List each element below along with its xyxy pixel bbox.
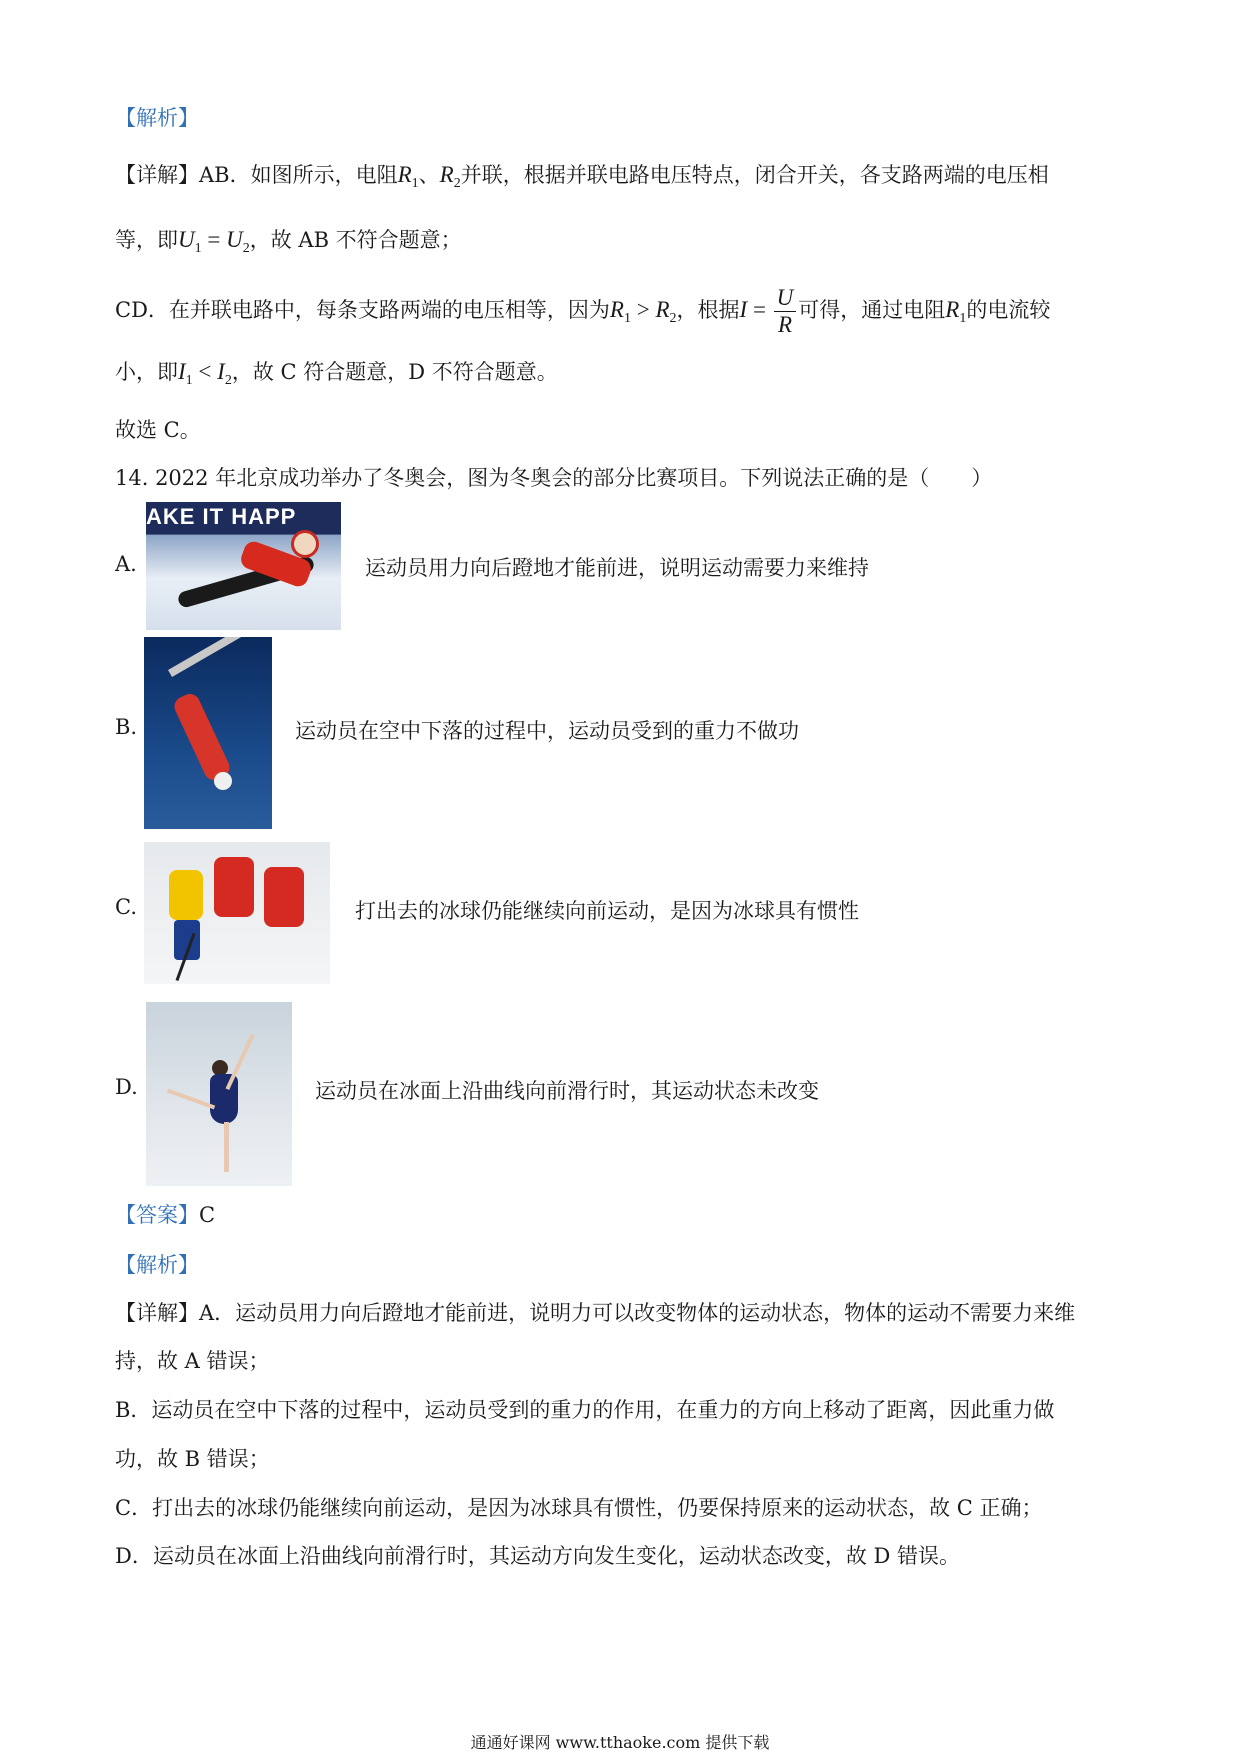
analysis-heading: 【解析】 bbox=[115, 106, 199, 130]
option-c-label: C. bbox=[115, 895, 137, 919]
option-d-label: D. bbox=[115, 1075, 138, 1099]
photo-banner-text: AKE IT HAPP bbox=[146, 504, 297, 529]
math-i1-lt-i2: $I_1 < I_2$ bbox=[178, 359, 232, 388]
detail2-line-2: 持，故 A 错误； bbox=[115, 1349, 270, 1373]
answer-value: C bbox=[199, 1203, 216, 1227]
option-b-label: B. bbox=[115, 715, 138, 739]
choice-conclusion: 故选 C。 bbox=[115, 418, 201, 442]
math-r1: $R_1$ bbox=[397, 162, 419, 191]
math-r1-b: $R_1$ bbox=[945, 296, 967, 326]
detail2-line-3: B．运动员在空中下落的过程中，运动员受到的重力的作用，在重力的方向上移动了距离，因此重力做 bbox=[115, 1398, 1055, 1422]
detail-line-3: CD．在并联电路中，每条支路两端的电压相等，因为$R_1 > R_2$，根据I = $\frac{U}{R}$ 可得，通过电阻$R_1$的电流较 bbox=[115, 285, 1051, 337]
page-footer: 通通好课网 www.tthaoke.com 提供下载 bbox=[470, 1733, 770, 1752]
detail2-line-1: 【详解】A．运动员用力向后蹬地才能前进，说明力可以改变物体的运动状态，物体的运动不需要力来维 bbox=[115, 1301, 1076, 1325]
detail-line-2: 等，即$U_1 = U_2$，故 AB 不符合题意； bbox=[115, 227, 462, 256]
math-u1-eq-u2: $U_1 = U_2$ bbox=[178, 227, 250, 256]
detail-line-1: 【详解】AB．如图所示，电阻$R_1$、$R_2$并联，根据并联电路电压特点，闭合开关，各支路两端的电压相 bbox=[115, 162, 1049, 191]
question-stem: 14. 2022 年北京成功举办了冬奥会，图为冬奥会的部分比赛项目。下列说法正确的是（ ） bbox=[115, 466, 993, 490]
aerial-skiing-photo bbox=[144, 637, 272, 829]
detail2-line-6: D．运动员在冰面上沿曲线向前滑行时，其运动方向发生变化，运动状态改变，故 D 错误。 bbox=[115, 1544, 961, 1568]
option-b-text: 运动员在空中下落的过程中，运动员受到的重力不做功 bbox=[295, 719, 799, 743]
math-ohms-law: I = $\frac{U}{R}$ bbox=[740, 297, 799, 322]
math-r1-gt-r2: $R_1 > R_2$ bbox=[609, 296, 677, 326]
answer-tag: 【答案】 bbox=[115, 1203, 199, 1227]
math-r2: $R_2$ bbox=[439, 162, 461, 191]
speed-skating-photo bbox=[146, 502, 341, 630]
option-c-text: 打出去的冰球仍能继续向前运动，是因为冰球具有惯性 bbox=[355, 899, 859, 923]
option-a-text: 运动员用力向后蹬地才能前进，说明运动需要力来维持 bbox=[365, 556, 869, 580]
detail-tag: 【详解】 bbox=[115, 163, 199, 187]
figure-skating-photo bbox=[146, 1002, 292, 1186]
option-a-label: A. bbox=[115, 552, 137, 576]
analysis-heading-2: 【解析】 bbox=[115, 1253, 199, 1277]
ice-hockey-photo bbox=[144, 842, 330, 984]
option-d-text: 运动员在冰面上沿曲线向前滑行时，其运动状态未改变 bbox=[315, 1079, 819, 1103]
answer-line bbox=[115, 1200, 215, 1230]
detail2-line-4: 功，故 B 错误； bbox=[115, 1447, 270, 1471]
detail2-line-5: C．打出去的冰球仍能继续向前运动，是因为冰球具有惯性，仍要保持原来的运动状态，故 C 正确； bbox=[115, 1496, 1043, 1520]
detail-line-4: 小，即$I_1 < I_2$，故 C 符合题意，D 不符合题意。 bbox=[115, 359, 558, 388]
